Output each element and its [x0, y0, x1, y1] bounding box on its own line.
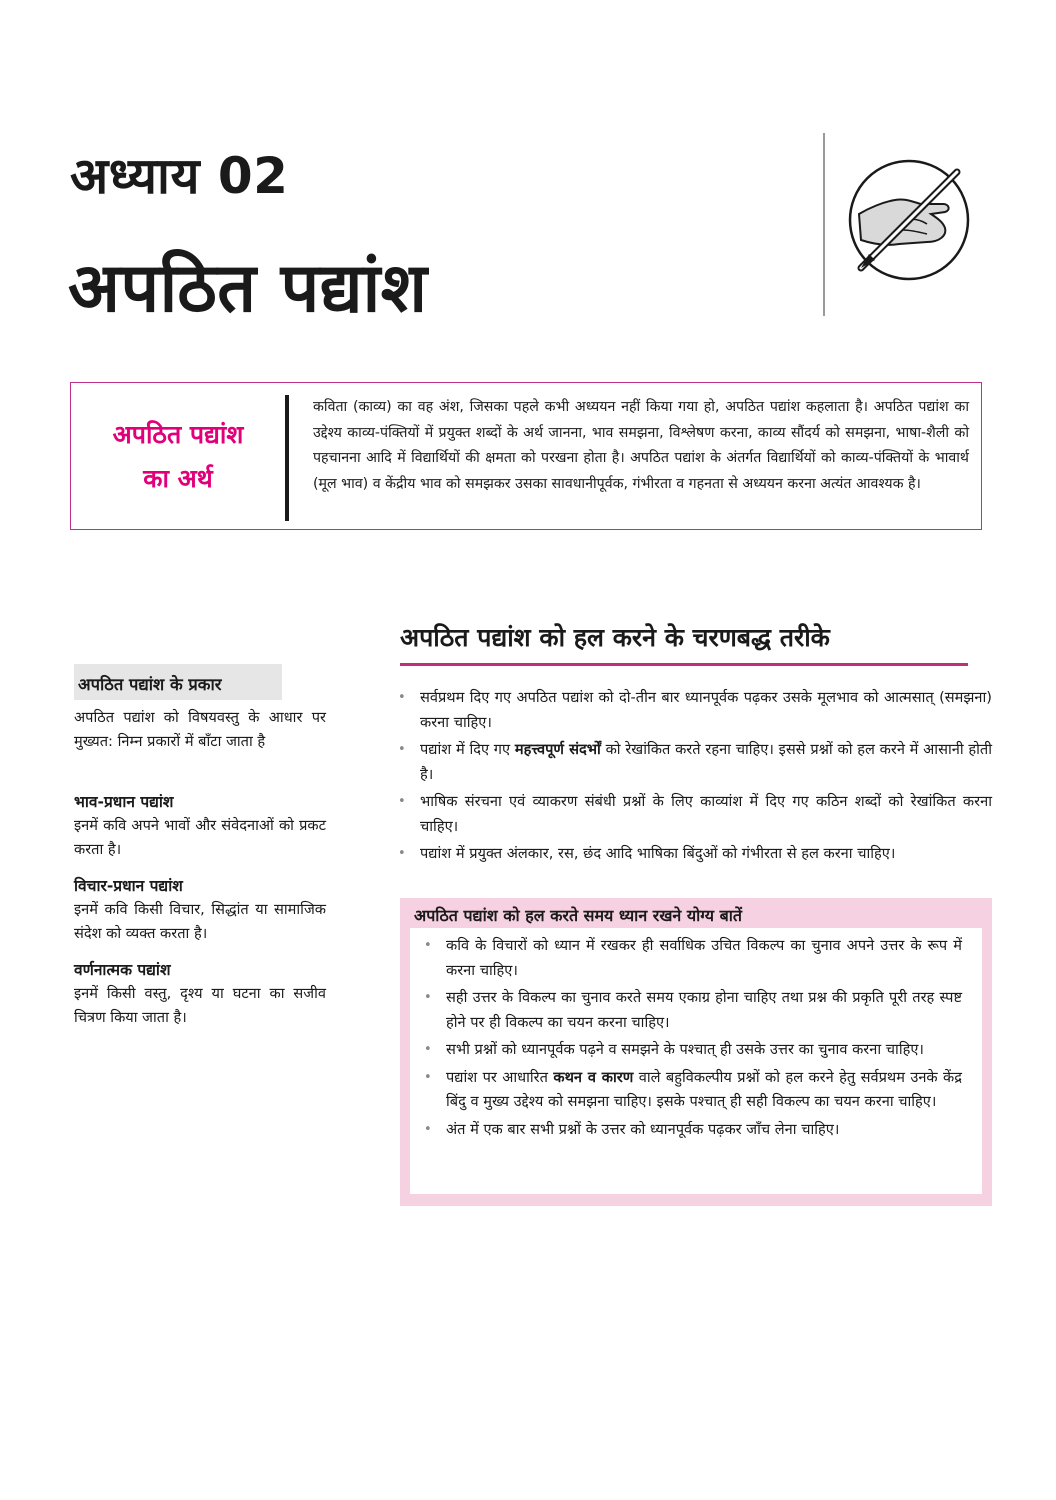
bullet-icon: • [398, 846, 406, 861]
list-item [422, 986, 962, 1035]
tips-heading: अपठित पद्यांश को हल करते समय ध्यान रखने योग्य बातें [414, 906, 743, 925]
step-text: सर्वप्रथम दिए गए अपठित पद्यांश को दो-तीन बार ध्यानपूर्वक पढ़कर उसके मूलभाव को आत्मसात् (समझना) करना चाहिए। [420, 689, 992, 731]
types-intro: अपठित पद्यांश को विषयवस्तु के आधार पर मुख्यत: निम्न प्रकारों में बाँटा जाता है [74, 709, 326, 750]
bullet-icon: • [424, 990, 432, 1005]
bullet-icon: • [398, 690, 406, 705]
tip-text: कवि के विचारों को ध्यान में रखकर ही सर्वाधिक उचित विकल्प का चुनाव अपने उत्तर के रूप में करना चाहिए। [446, 937, 962, 979]
tip-text-after: वाले बहुविकल्पीय प्रश्नों को हल करने हेतु सर्वप्रथम उनके केंद्र बिंदु व मुख्य उद्देश्य को समझना चाहिए। इसके पश्चात् ही सही विकल्प का चयन करना चाहिए। [446, 1068, 962, 1110]
tips-list [422, 934, 962, 1142]
bullet-icon: • [424, 1121, 432, 1137]
list-item [422, 934, 962, 983]
step-text-before: पद्यांश में दिए गए [420, 741, 515, 758]
list-item [422, 1066, 962, 1115]
list-item [396, 842, 992, 867]
bullet-icon: • [424, 1042, 432, 1057]
type-text-varnanatmak: इनमें किसी वस्तु, दृश्य या घटना का सजीव चित्रण किया जाता है। [74, 985, 326, 1026]
tip-text: सभी प्रश्नों को ध्यानपूर्वक पढ़ने व समझने के पश्चात् ही उसके उत्तर का चुनाव करना चाहिए। [446, 1041, 924, 1058]
bullet-icon: • [398, 794, 406, 809]
step-text: भाषिक संरचना एवं व्याकरण संबंधी प्रश्नों के लिए काव्यांश में दिए गए कठिन शब्दों को रेखांकित करना चाहिए। [420, 793, 992, 835]
type-title-vichar: विचार-प्रधान पद्यांश [74, 877, 183, 895]
bullet-icon: • [398, 742, 406, 757]
type-title-varnanatmak: वर्णनात्मक पद्यांश [74, 961, 171, 979]
meaning-heading [71, 413, 285, 501]
type-title-bhav: भाव-प्रधान पद्यांश [74, 793, 174, 811]
tip-text: सही उत्तर के विकल्प का चुनाव करते समय एकाग्र होना चाहिए तथा प्रश्न की प्रकृति पूरी तरह स्पष्ट होने पर ही विकल्प का चयन करना चाहिए। [446, 989, 962, 1031]
chapter-title: अपठित पद्यांश [68, 249, 428, 328]
tip-text-bold: कथन व कारण [553, 1068, 634, 1086]
steps-heading: अपठित पद्यांश को हल करने के चरणबद्ध तरीके [400, 623, 830, 652]
chapter-label: अध्याय 02 [70, 147, 289, 205]
meaning-box [70, 382, 982, 530]
meaning-vertical-rule [285, 395, 289, 521]
bullet-icon: • [424, 938, 432, 953]
list-item [396, 790, 992, 839]
header-divider [823, 133, 825, 316]
steps-heading-underline [400, 663, 968, 666]
meaning-heading-line-1: अपठित पद्यांश [112, 420, 244, 449]
list-item [396, 686, 992, 735]
meaning-heading-line-2: का अर्थ [143, 464, 213, 493]
type-text-bhav: इनमें कवि अपने भावों और संवेदनाओं को प्रकट करता है। [74, 817, 326, 858]
list-item [396, 738, 992, 787]
list-item [422, 1038, 962, 1063]
type-text-vichar: इनमें कवि किसी विचार, सिद्धांत या सामाजिक संदेश को व्यक्त करता है। [74, 901, 326, 942]
step-text: पद्यांश में प्रयुक्त अंलकार, रस, छंद आदि भाषिका बिंदुओं को गंभीरता से हल करना चाहिए। [420, 845, 896, 862]
tips-content [410, 928, 982, 1194]
hand-writing-pen-icon [847, 158, 971, 282]
step-text-bold: महत्त्वपूर्ण संदर्भों [514, 741, 601, 758]
meaning-paragraph: कविता (काव्य) का वह अंश, जिसका पहले कभी अध्ययन नहीं किया गया हो, अपठित पद्यांश कहलाता है। अपठित पद्यांश का उद्देश्य काव्य-पंक्तियों में प्रयुक्त शब्दों के अर्थ जानना, भाव समझना, विश्लेषण करना, काव्य सौंदर्य को समझना, भाषा-शैली को पहचानना आदि में विद्यार्थियों की क्षमता को परखना होता है। अपठित पद्यांश के अंतर्गत विद्यार्थियों को काव्य-पंक्तियों के भावार्थ (मूल भाव) व केंद्रीय भाव को समझकर उसका सावधानीपूर्वक, गंभीरता व गहनता से अध्ययन करना अत्यंत आवश्यक है। [313, 399, 969, 492]
bullet-icon: • [424, 1069, 432, 1085]
tips-box [400, 898, 992, 1206]
tip-text-before: पद्यांश पर आधारित [446, 1068, 554, 1086]
steps-list [396, 686, 992, 870]
types-heading: अपठित पद्यांश के प्रकार [74, 664, 282, 700]
step-text-after: को रेखांकित करते रहना चाहिए। इससे प्रश्नों को हल करने में आसानी होती है। [420, 741, 993, 783]
list-item [422, 1118, 962, 1143]
tip-text: अंत में एक बार सभी प्रश्नों के उत्तर को ध्यानपूर्वक पढ़कर जाँच लेना चाहिए। [446, 1120, 840, 1138]
